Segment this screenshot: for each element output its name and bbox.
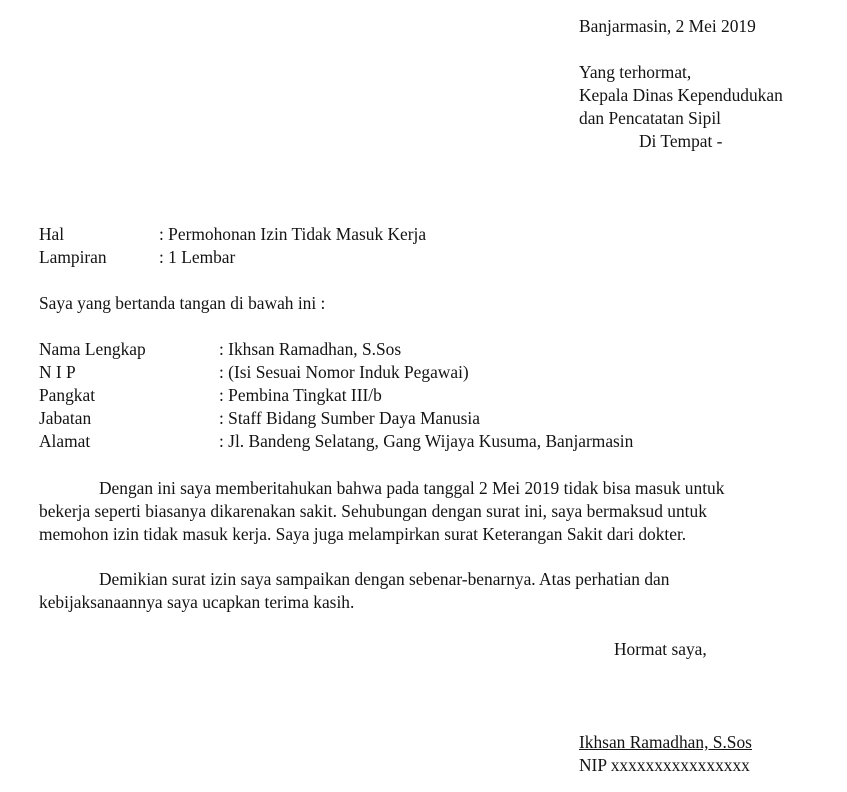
attachment-value: : 1 Lembar [159, 247, 236, 267]
identity-row-nip [39, 361, 469, 384]
recipient-line-1: Kepala Dinas Kependudukan [579, 85, 783, 105]
subject-value: : Permohonan Izin Tidak Masuk Kerja [159, 224, 427, 244]
subject-label: Hal [39, 224, 65, 244]
identity-label: Pangkat [39, 385, 96, 405]
identity-label: Nama Lengkap [39, 339, 146, 359]
paragraph-line: bekerja seperti biasanya dikarenakan sakit. Sehubungan dengan surat ini, saya bermaksud untuk [39, 501, 707, 521]
body-paragraph-2 [39, 568, 821, 614]
identity-value: : Jl. Bandeng Selatang, Gang Wijaya Kusuma, Banjarmasin [219, 431, 634, 451]
subject-row [39, 223, 426, 246]
identity-value: : (Isi Sesuai Nomor Induk Pegawai) [219, 362, 469, 382]
signatory-name: Ikhsan Ramadhan, S.Sos [579, 732, 752, 752]
recipient-block [579, 61, 783, 153]
attachment-row [39, 246, 235, 269]
identity-label: Jabatan [39, 408, 92, 428]
identity-row-address [39, 430, 633, 453]
body-paragraph-1 [39, 477, 821, 546]
intro-text: Saya yang bertanda tangan di bawah ini : [39, 293, 326, 313]
identity-row-position [39, 407, 480, 430]
recipient-line-2: dan Pencatatan Sipil [579, 108, 721, 128]
paragraph-line: memohon izin tidak masuk kerja. Saya juga melampirkan surat Keterangan Sakit dari dokter. [39, 524, 687, 544]
closing-salutation: Hormat saya, [614, 639, 707, 659]
recipient-place: Di Tempat - [639, 131, 723, 151]
letter-date: Banjarmasin, 2 Mei 2019 [579, 16, 756, 36]
identity-row-rank [39, 384, 382, 407]
identity-value: : Staff Bidang Sumber Daya Manusia [219, 408, 480, 428]
identity-label: Alamat [39, 431, 91, 451]
signatory-nip: NIP xxxxxxxxxxxxxxxx [579, 755, 750, 775]
identity-value: : Pembina Tingkat III/b [219, 385, 382, 405]
attachment-label: Lampiran [39, 247, 107, 267]
identity-row-name [39, 338, 401, 361]
identity-value: : Ikhsan Ramadhan, S.Sos [219, 339, 402, 359]
paragraph-line: Dengan ini saya memberitahukan bahwa pada tanggal 2 Mei 2019 tidak bisa masuk untuk [99, 478, 725, 498]
paragraph-line: Demikian surat izin saya sampaikan dengan sebenar-benarnya. Atas perhatian dan [99, 569, 670, 589]
identity-label: N I P [39, 362, 76, 382]
paragraph-line: kebijaksanaannya saya ucapkan terima kasih. [39, 592, 355, 612]
recipient-greeting: Yang terhormat, [579, 62, 692, 82]
